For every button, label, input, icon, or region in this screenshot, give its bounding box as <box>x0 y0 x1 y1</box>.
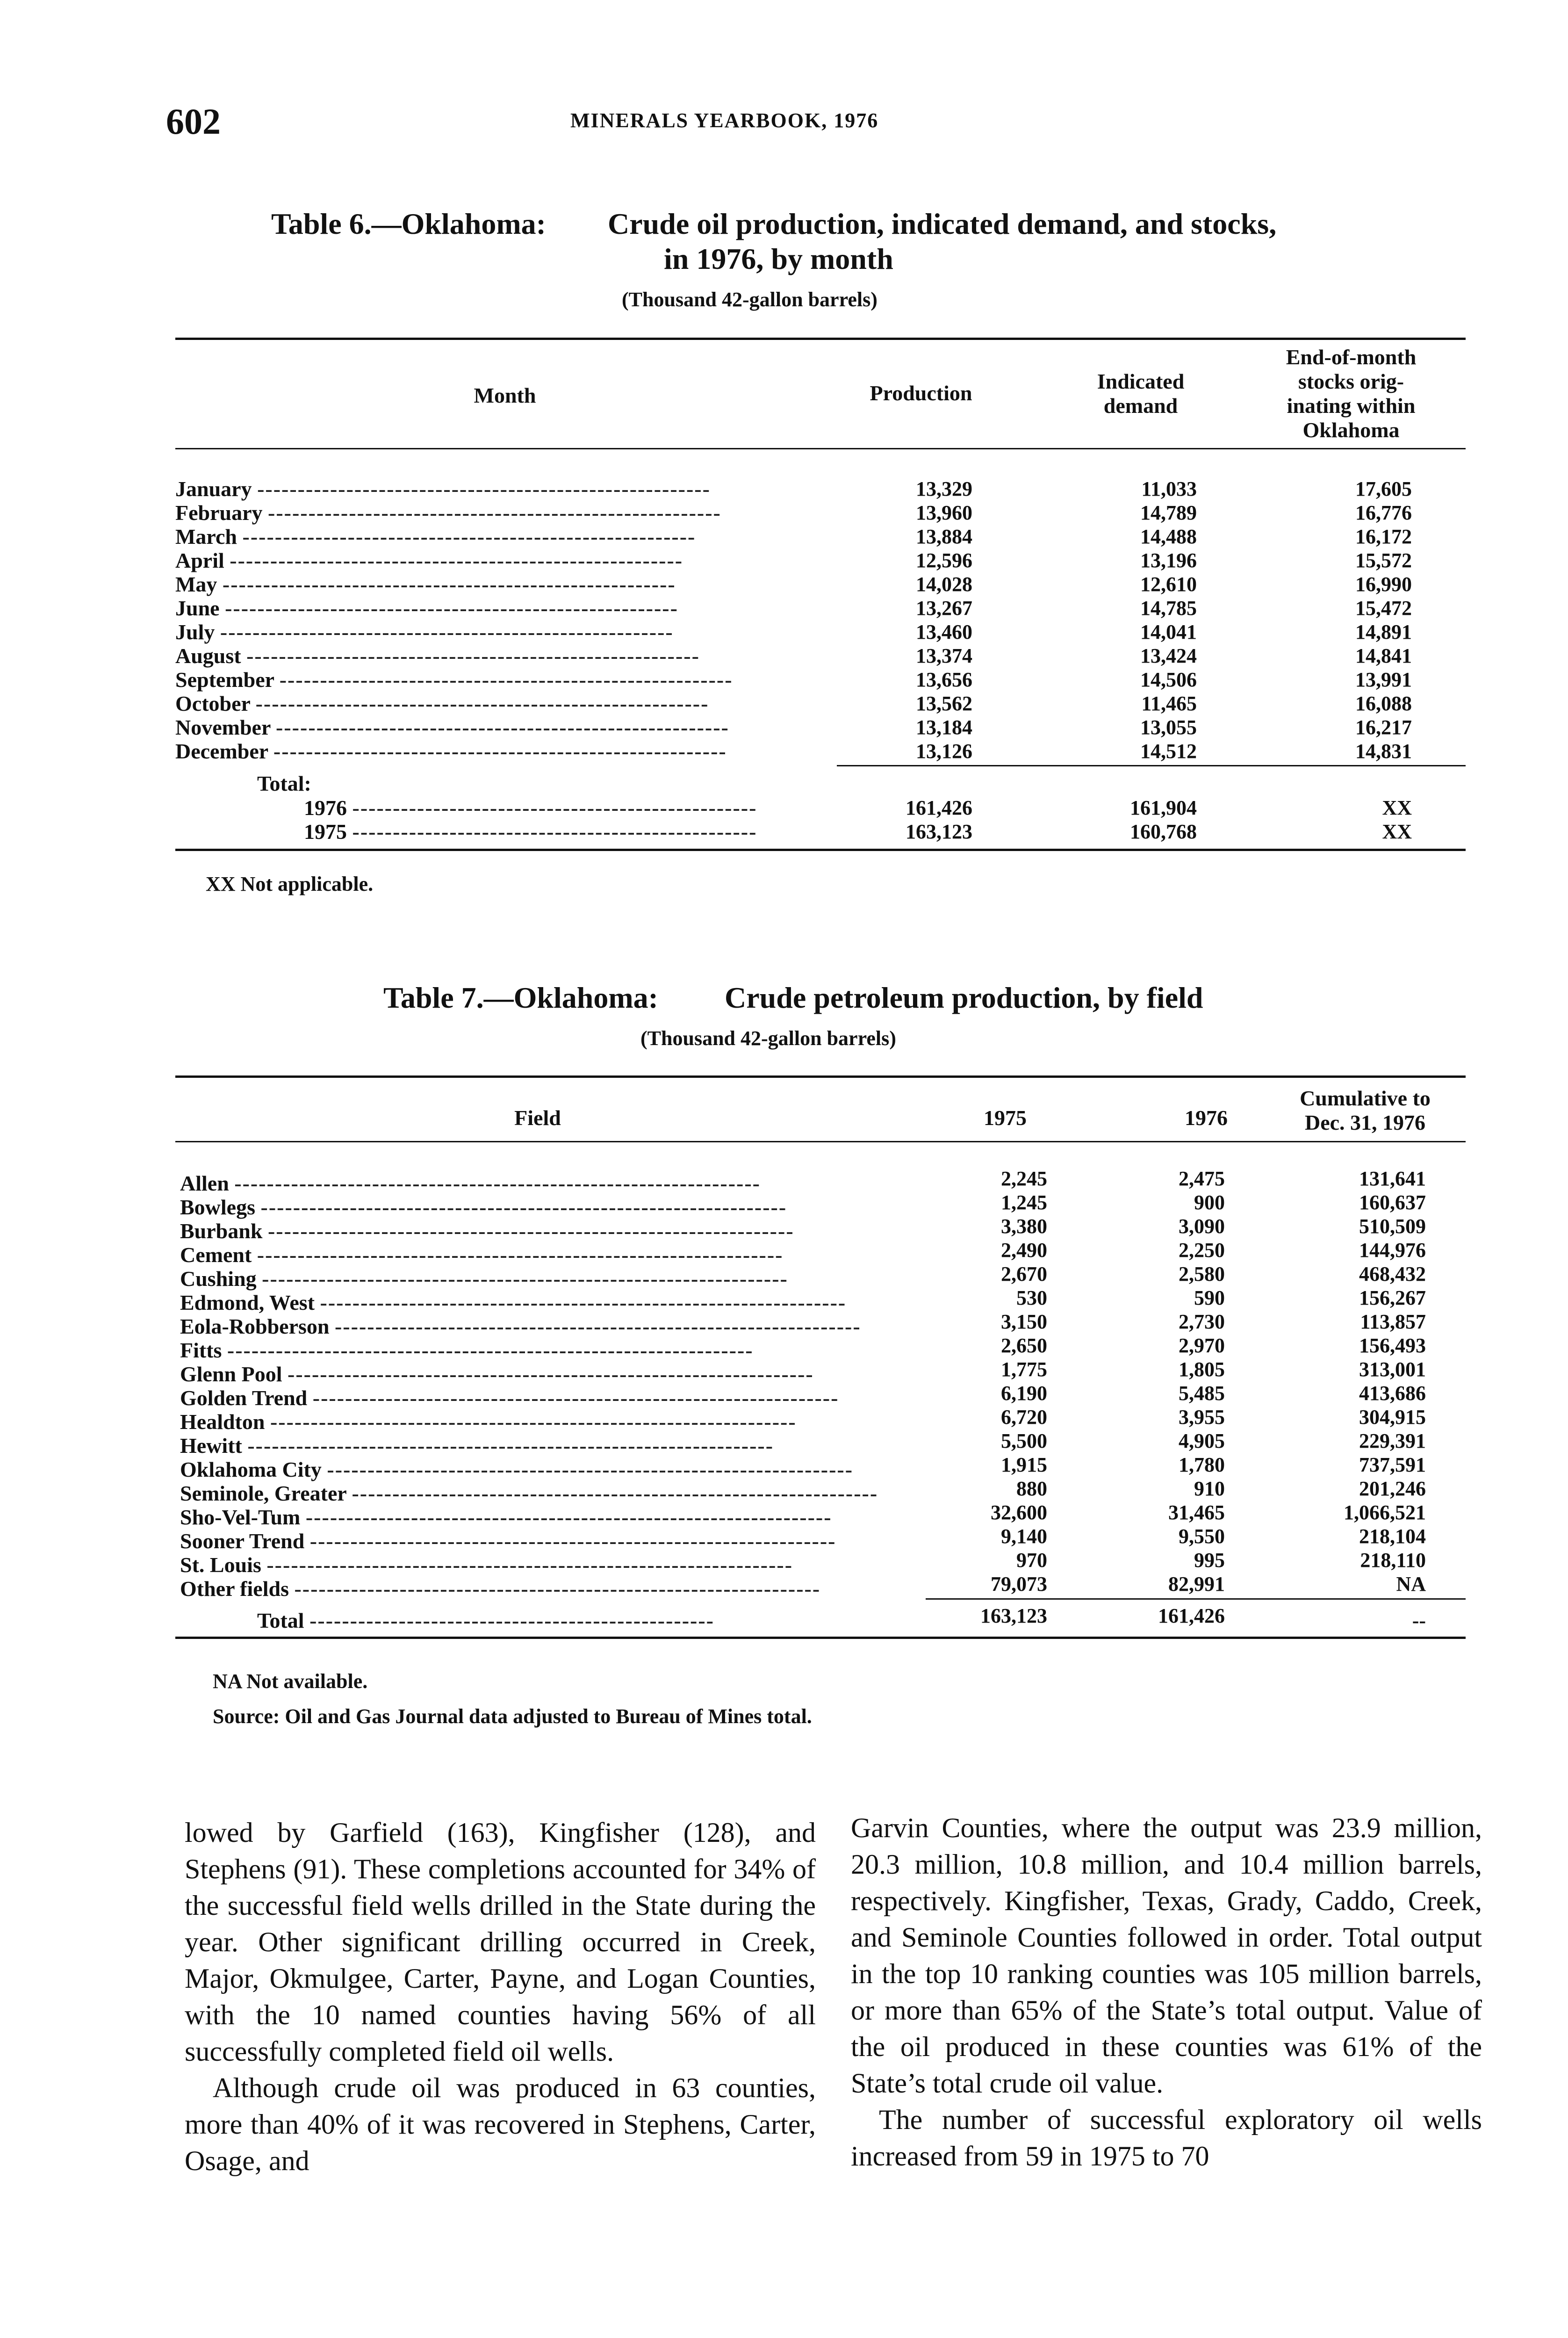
table7-field-cell: Sho-Vel-Tum ----------------------------------------------------------------- <box>180 1505 832 1529</box>
table6-month-cell: August -------------------------------------------------------- <box>175 644 700 668</box>
table6-header-stocks-line3: inating within <box>1287 394 1416 418</box>
table6-demand-cell: 14,785 <box>1140 597 1197 620</box>
table7-1975-cell: 3,380 <box>1001 1215 1047 1238</box>
table6-month-cell: May -------------------------------------------------------- <box>175 572 676 596</box>
table6-stocks-cell: 16,990 <box>1355 573 1412 596</box>
table7-title: Crude petroleum production, by field <box>725 981 1203 1014</box>
table7-1975-cell: 32,600 <box>991 1501 1047 1524</box>
table7-field-cell: Oklahoma City ----------------------------------------------------------------- <box>180 1458 854 1481</box>
table7-field-cell: Bowlegs ----------------------------------------------------------------- <box>180 1195 787 1219</box>
table6-demand-cell: 11,465 <box>1141 692 1197 715</box>
table6-production-cell: 13,267 <box>916 597 972 620</box>
table7-cumulative-cell: 218,110 <box>1360 1549 1426 1572</box>
table7-field-cell: Other fields ----------------------------------------------------------------- <box>180 1577 821 1601</box>
table6-demand-cell: 13,055 <box>1140 716 1197 739</box>
table7-1976-cell: 995 <box>1194 1549 1225 1572</box>
table6-label: Table 6.—Oklahoma: <box>271 207 546 240</box>
table6-month-cell: April -------------------------------------------------------- <box>175 548 683 572</box>
table7-field-cell: Seminole, Greater ----------------------------------------------------------------- <box>180 1481 878 1505</box>
table7-field-cell: Cushing ----------------------------------------------------------------- <box>180 1267 788 1291</box>
table7-field-cell: Sooner Trend ----------------------------------------------------------------- <box>180 1529 836 1553</box>
table7-cumulative-cell: 468,432 <box>1359 1263 1426 1285</box>
table6-stocks-cell: 16,776 <box>1355 501 1412 524</box>
table6-demand-cell: 14,506 <box>1140 668 1197 691</box>
table7-1975-cell: 5,500 <box>1001 1429 1047 1452</box>
table7-field-cell: Glenn Pool ----------------------------------------------------------------- <box>180 1362 814 1386</box>
table6-demand-cell: 14,512 <box>1140 740 1197 763</box>
table7-1975-cell: 9,140 <box>1001 1525 1047 1548</box>
table7-cumulative-cell: 156,493 <box>1359 1334 1426 1357</box>
table7-cumulative-cell: 156,267 <box>1359 1286 1426 1309</box>
table7-cumulative-cell: 304,915 <box>1359 1406 1426 1429</box>
table7-1976-cell: 82,991 <box>1168 1573 1225 1595</box>
table6-production-cell: 13,374 <box>916 644 972 667</box>
table6-production-cell: 13,184 <box>916 716 972 739</box>
table7-field-cell: Hewitt ----------------------------------------------------------------- <box>180 1434 774 1458</box>
table6-demand-cell: 14,488 <box>1140 525 1197 548</box>
running-title: MINERALS YEARBOOK, 1976 <box>570 109 879 132</box>
table7-cumulative-cell: 229,391 <box>1359 1429 1426 1452</box>
table7-subtotal-rule <box>926 1598 1466 1600</box>
table6-header-stocks <box>1253 345 1449 442</box>
table7-header-field: Field <box>514 1106 561 1130</box>
table6-stocks-cell: 16,172 <box>1355 525 1412 548</box>
table6-total-year-cell: 1975 -------------------------------------------------- <box>304 820 757 844</box>
table6-header-demand-line1: Indicated <box>1097 369 1185 393</box>
table7-cumulative-cell: 160,637 <box>1359 1191 1426 1214</box>
table6-header-stocks-line1: End-of-month <box>1286 345 1417 369</box>
table7-cumulative-cell: 218,104 <box>1359 1525 1426 1548</box>
table6-demand-cell: 14,041 <box>1140 621 1197 643</box>
table7-field-cell: Burbank ----------------------------------------------------------------- <box>180 1219 794 1243</box>
table7-field-cell: Healdton ----------------------------------------------------------------- <box>180 1410 797 1434</box>
table6-header-stocks-line2: stocks orig- <box>1298 369 1404 393</box>
table6-stocks-cell: 16,217 <box>1355 716 1412 739</box>
table6-production-cell: 13,329 <box>916 477 972 500</box>
table6-month-cell: March -------------------------------------------------------- <box>175 525 696 548</box>
table6-month-cell: November -------------------------------------------------------- <box>175 715 729 739</box>
table7-cumulative-cell: 737,591 <box>1359 1453 1426 1476</box>
table7-units: (Thousand 42-gallon barrels) <box>640 1027 896 1050</box>
table7-top-rule <box>175 1075 1466 1078</box>
table7-1976-cell: 9,550 <box>1179 1525 1225 1548</box>
table6-stocks-cell: 14,841 <box>1355 644 1412 667</box>
table7-label: Table 7.—Oklahoma: <box>383 981 658 1014</box>
table7-header-rule <box>175 1141 1466 1142</box>
table7-1976-cell: 31,465 <box>1168 1501 1225 1524</box>
table7-1976-cell: 4,905 <box>1179 1429 1225 1452</box>
table6-header-month: Month <box>474 383 536 407</box>
page-number: 602 <box>166 101 221 142</box>
table6-production-cell: 13,562 <box>916 692 972 715</box>
table7-field-cell: Golden Trend ----------------------------------------------------------------- <box>180 1386 839 1410</box>
table6-total-demand-cell: 160,768 <box>1130 820 1197 843</box>
table7-cumulative-cell: 510,509 <box>1359 1215 1426 1238</box>
table7-total-1976-cell: 161,426 <box>1158 1604 1225 1627</box>
table6-stocks-cell: 13,991 <box>1355 668 1412 691</box>
table6-demand-cell: 11,033 <box>1141 477 1197 500</box>
table7-1976-cell: 2,475 <box>1179 1167 1225 1190</box>
table7-cumulative-cell: 413,686 <box>1359 1382 1426 1405</box>
table7-1975-cell: 3,150 <box>1001 1310 1047 1333</box>
table7-field-cell: Eola-Robberson ----------------------------------------------------------------- <box>180 1314 861 1338</box>
table7-1975-cell: 6,190 <box>1001 1382 1047 1405</box>
table6-total-label: Total: <box>257 772 311 795</box>
table7-total-cumulative-cell: -- <box>1412 1609 1426 1632</box>
table6-stocks-cell: 17,605 <box>1355 477 1412 500</box>
table7-1975-cell: 880 <box>1016 1477 1047 1500</box>
table7-1975-cell: 530 <box>1016 1286 1047 1309</box>
body-column-right <box>851 1810 1482 2174</box>
table6-production-cell: 13,656 <box>916 668 972 691</box>
table6-stocks-cell: 15,472 <box>1355 597 1412 620</box>
table6-stocks-cell: 14,891 <box>1355 621 1412 643</box>
table7-1976-cell: 3,090 <box>1179 1215 1225 1238</box>
table7-1976-cell: 910 <box>1194 1477 1225 1500</box>
table6-production-cell: 13,960 <box>916 501 972 524</box>
table7-1976-cell: 2,580 <box>1179 1263 1225 1285</box>
table7-total-label-cell: Total -------------------------------------------------- <box>257 1609 714 1632</box>
table6-production-cell: 14,028 <box>916 573 972 596</box>
table7-field-cell: Cement ----------------------------------------------------------------- <box>180 1243 784 1267</box>
table6-bottom-rule <box>175 849 1466 851</box>
body-column-left <box>185 1814 816 2179</box>
table7-1976-cell: 1,805 <box>1179 1358 1225 1381</box>
table6-month-cell: February -------------------------------------------------------- <box>175 501 721 525</box>
table6-month-cell: January -------------------------------------------------------- <box>175 477 711 501</box>
table6-subtotal-rule <box>837 765 1466 766</box>
table7-field-cell: Allen ----------------------------------------------------------------- <box>180 1171 761 1195</box>
body-paragraph: Garvin Counties, where the output was 23.9 million, 20.3 million, 10.8 million, and 10.4 million barrels, respectively. Kingfisher, Texas, Grady, Caddo, Creek, and Seminole Counties followed in order. Total output in the top 10 ranking counties was 105 million barrels, or more than 65% of the State’s total output. Value of the oil produced in these counties was 61% of the State’s total crude oil value. <box>851 1812 1482 2099</box>
table6-title-line1: Crude oil production, indicated demand, and stocks, <box>608 207 1277 240</box>
table6-header-demand-line2: demand <box>1103 394 1178 418</box>
table7-1975-cell: 79,073 <box>991 1573 1047 1595</box>
table6-month-cell: September -------------------------------------------------------- <box>175 668 733 692</box>
table7-field-cell: St. Louis ----------------------------------------------------------------- <box>180 1553 793 1577</box>
table7-1976-cell: 590 <box>1194 1286 1225 1309</box>
table6-production-cell: 13,884 <box>916 525 972 548</box>
table7-1975-cell: 1,915 <box>1001 1453 1047 1476</box>
table7-header-1975: 1975 <box>984 1106 1027 1130</box>
table7-header-cumulative <box>1262 1086 1468 1135</box>
table6-total-stocks-cell: XX <box>1382 796 1412 819</box>
table6-stocks-cell: 15,572 <box>1355 549 1412 572</box>
table6-header-production: Production <box>870 381 972 405</box>
table6-month-cell: July -------------------------------------------------------- <box>175 620 674 644</box>
table6-demand-cell: 13,196 <box>1140 549 1197 572</box>
table7-1976-cell: 2,970 <box>1179 1334 1225 1357</box>
table7-header-cumulative-line2: Dec. 31, 1976 <box>1304 1111 1426 1134</box>
table6-month-cell: December -------------------------------------------------------- <box>175 739 727 763</box>
table7-cumulative-cell: NA <box>1396 1573 1426 1595</box>
table7-1975-cell: 6,720 <box>1001 1406 1047 1429</box>
table6-total-year-cell: 1976 -------------------------------------------------- <box>304 796 757 820</box>
table6-month-cell: June -------------------------------------------------------- <box>175 596 678 620</box>
table7-footnote-source: Source: Oil and Gas Journal data adjusted to Bureau of Mines total. <box>213 1705 812 1728</box>
table7-1975-cell: 1,245 <box>1001 1191 1047 1214</box>
table7-1976-cell: 1,780 <box>1179 1453 1225 1476</box>
table7-footnote-na: NA Not available. <box>213 1670 368 1693</box>
table7-cumulative-cell: 113,857 <box>1360 1310 1426 1333</box>
table7-cumulative-cell: 313,001 <box>1359 1358 1426 1381</box>
table7-cumulative-cell: 131,641 <box>1359 1167 1426 1190</box>
table6-stocks-cell: 16,088 <box>1355 692 1412 715</box>
table6-demand-cell: 14,789 <box>1140 501 1197 524</box>
table7-header-1976: 1976 <box>1185 1106 1228 1130</box>
table7-1976-cell: 3,955 <box>1179 1406 1225 1429</box>
body-paragraph: The number of successful exploratory oil wells increased from 59 in 1975 to 70 <box>851 2104 1482 2172</box>
table7-1976-cell: 900 <box>1194 1191 1225 1214</box>
table6-total-demand-cell: 161,904 <box>1130 796 1197 819</box>
table7-1975-cell: 2,245 <box>1001 1167 1047 1190</box>
table7-1976-cell: 5,485 <box>1179 1382 1225 1405</box>
table6-production-cell: 13,126 <box>916 740 972 763</box>
table6-production-cell: 12,596 <box>916 549 972 572</box>
table6-total-production-cell: 161,426 <box>906 796 972 819</box>
body-paragraph: lowed by Garfield (163), Kingfisher (128), and Stephens (91). These completions accounted for 34% of the successful field wells drilled in the State during the year. Other significant drilling occurred in Creek, Major, Okmulgee, Carter, Payne, and Logan Counties, with the 10 named counties having 56% of all successfully completed field oil wells. <box>185 1817 816 2067</box>
table7-cumulative-cell: 144,976 <box>1359 1239 1426 1262</box>
table6-stocks-cell: 14,831 <box>1355 740 1412 763</box>
table7-1975-cell: 2,490 <box>1001 1239 1047 1262</box>
table7-1975-cell: 1,775 <box>1001 1358 1047 1381</box>
table7-header-cumulative-line1: Cumulative to <box>1300 1086 1431 1110</box>
table7-cumulative-cell: 1,066,521 <box>1344 1501 1426 1524</box>
table7-1976-cell: 2,250 <box>1179 1239 1225 1262</box>
table6-footnote: XX Not applicable. <box>206 873 374 895</box>
table6-production-cell: 13,460 <box>916 621 972 643</box>
body-paragraph: Although crude oil was produced in 63 counties, more than 40% of it was recovered in Stephens, Carter, Osage, and <box>185 2072 816 2176</box>
table7-1975-cell: 970 <box>1016 1549 1047 1572</box>
table7-1976-cell: 2,730 <box>1179 1310 1225 1333</box>
table6-total-stocks-cell: XX <box>1382 820 1412 843</box>
table6-header-rule <box>175 448 1466 449</box>
table6-demand-cell: 12,610 <box>1140 573 1197 596</box>
table7-bottom-rule <box>175 1637 1466 1639</box>
table6-top-rule <box>175 338 1466 340</box>
table7-field-cell: Fitts ----------------------------------------------------------------- <box>180 1338 754 1362</box>
table7-field-cell: Edmond, West ----------------------------------------------------------------- <box>180 1291 847 1314</box>
table7-1975-cell: 2,670 <box>1001 1263 1047 1285</box>
table7-cumulative-cell: 201,246 <box>1359 1477 1426 1500</box>
table6-demand-cell: 13,424 <box>1140 644 1197 667</box>
table6-month-cell: October -------------------------------------------------------- <box>175 692 709 715</box>
table7-1975-cell: 2,650 <box>1001 1334 1047 1357</box>
table6-title-line2: in 1976, by month <box>664 242 893 275</box>
table6-header-demand <box>1047 369 1234 418</box>
table6-units: (Thousand 42-gallon barrels) <box>622 288 878 311</box>
table6-header-stocks-line4: Oklahoma <box>1302 418 1400 442</box>
table7-total-1975-cell: 163,123 <box>980 1604 1047 1627</box>
table6-total-production-cell: 163,123 <box>906 820 972 843</box>
